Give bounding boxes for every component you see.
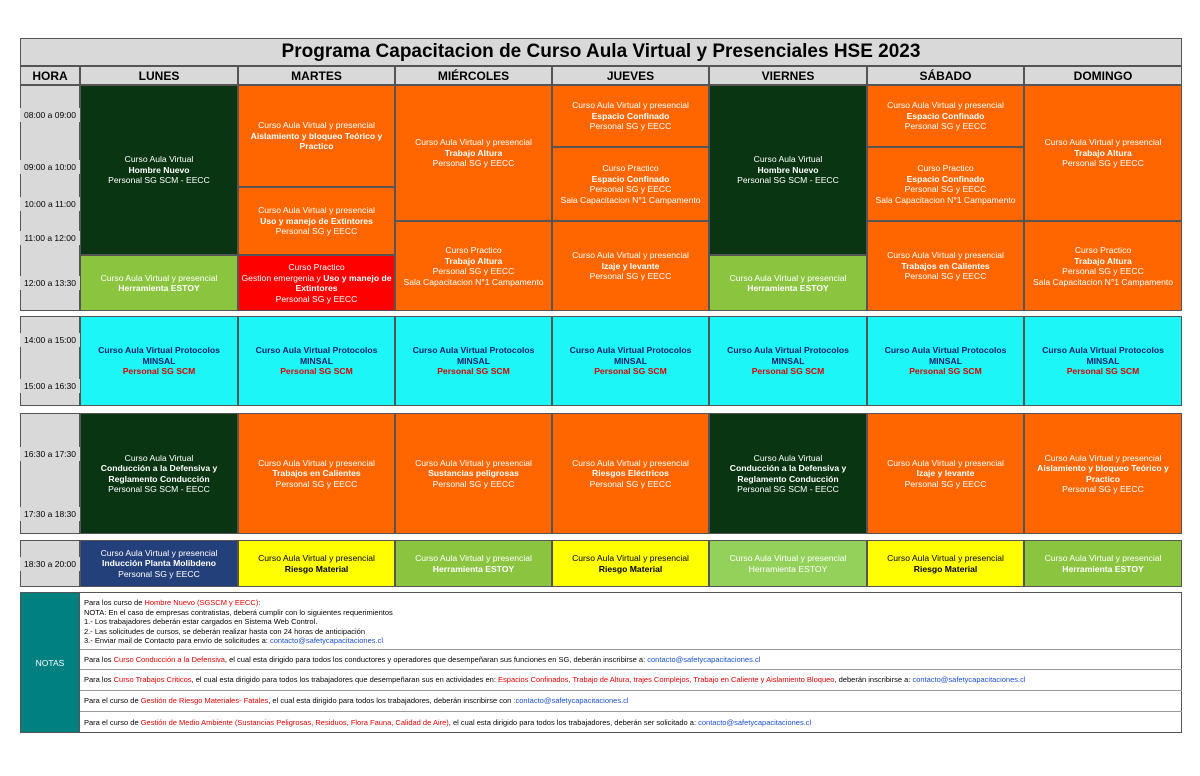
course-name: Herramienta ESTOY xyxy=(1062,563,1144,574)
header-miercoles: MIÉRCOLES xyxy=(395,66,552,85)
course-subtitle: MINSAL xyxy=(457,355,490,366)
course-audience: Personal SG y EECC xyxy=(118,568,200,579)
course-audience: Personal SG y EECC xyxy=(432,478,515,489)
course-name: Uso y manejo de Extintores xyxy=(295,272,392,293)
course-type: Curso Aula Virtual y presencial xyxy=(415,137,532,148)
note-text: Para el curso de xyxy=(84,696,141,706)
course-type: Curso Practico xyxy=(288,262,345,272)
course-audience: Personal SG y EECC xyxy=(589,184,672,194)
course-type: Curso Aula Virtual y presencial xyxy=(415,553,532,563)
course-name: Herramienta ESTOY xyxy=(118,283,200,293)
course-cell xyxy=(709,255,867,311)
course-name: Sustancias peligrosas xyxy=(428,468,519,479)
course-cell xyxy=(238,85,395,187)
course-name: Curso Aula Virtual Protocolos xyxy=(412,345,535,356)
course-name: Hombre Nuevo xyxy=(757,164,819,175)
course-name: Espacio Confinado xyxy=(591,110,670,121)
course-cell xyxy=(80,316,238,406)
course-name: Espacio Confinado xyxy=(906,173,985,184)
course-cell xyxy=(867,147,1024,221)
course-cell xyxy=(395,316,552,406)
course-subtitle: MINSAL xyxy=(300,355,333,366)
course-name: Riesgos Eléctricos xyxy=(592,468,669,479)
course-location: Sala Capacitacion N°1 Campamento xyxy=(875,194,1016,205)
course-name: Herramienta ESTOY xyxy=(748,563,828,574)
course-type: Curso Practico xyxy=(917,163,974,173)
course-type: Curso Aula Virtual y presencial xyxy=(887,553,1004,563)
note-highlight: Curso Trabajos Criticos xyxy=(113,675,192,685)
course-cell xyxy=(867,221,1024,311)
course-cell xyxy=(395,413,552,534)
course-location: Sala Capacitacion N°1 Campamento xyxy=(560,194,701,205)
course-name: Trabajo Altura xyxy=(1074,147,1132,158)
course-name: Riesgo Material xyxy=(598,563,663,574)
course-audience: Personal SG SCM xyxy=(909,366,982,377)
course-audience: Personal SG SCM xyxy=(751,366,825,377)
header-jueves: JUEVES xyxy=(552,66,709,85)
course-cell xyxy=(395,540,552,587)
course-type: Curso Aula Virtual y presencial xyxy=(729,553,847,563)
course-name: Herramienta ESTOY xyxy=(747,283,829,293)
course-cell xyxy=(867,413,1024,534)
header-martes: MARTES xyxy=(238,66,395,85)
course-name: Trabajos en Calientes xyxy=(901,260,990,271)
course-type: Curso Aula Virtual y presencial xyxy=(1044,553,1162,563)
note-text: , el cual esta dirigido para todos los trabajadores, deberán ser solicitado a: xyxy=(448,717,699,727)
email-link[interactable]: contacto@safetycapacitaciones.cl xyxy=(647,654,761,664)
course-audience: Personal SG y EECC xyxy=(904,121,987,132)
course-name: Espacio Confinado xyxy=(591,173,670,184)
header-hora: HORA xyxy=(20,66,80,85)
course-name: Herramienta ESTOY xyxy=(432,563,515,574)
course-audience: Personal SG SCM - EECC xyxy=(108,175,210,186)
course-audience: Personal SG y EECC xyxy=(275,293,358,304)
course-location: Sala Capacitacion N°1 Campamento xyxy=(1032,276,1174,287)
course-type: Curso Practico xyxy=(445,245,502,255)
course-cell xyxy=(1024,316,1182,406)
course-audience: Personal SG SCM xyxy=(280,366,353,377)
course-name: Curso Aula Virtual Protocolos xyxy=(569,345,692,356)
page-title: Programa Capacitacion de Curso Aula Virtual y Presenciales HSE 2023 xyxy=(20,38,1182,66)
course-type: Curso Aula Virtual y presencial xyxy=(415,457,532,468)
course-cell xyxy=(867,85,1024,147)
course-audience: Personal SG y EECC xyxy=(432,158,515,169)
course-type: Curso Aula Virtual xyxy=(124,154,194,165)
email-link[interactable]: :contacto@safetycapacitaciones.cl xyxy=(513,696,629,706)
course-cell xyxy=(80,255,238,311)
time-label: 18:30 a 20:00 xyxy=(20,557,80,571)
course-name: Conducción a la Defensiva y Reglamento Conducción xyxy=(100,463,218,484)
course-type: Curso Aula Virtual y presencial xyxy=(572,250,689,261)
course-type: Curso Aula Virtual y presencial xyxy=(887,250,1004,261)
note-text: , el cual esta dirigido para todos los conductores y operadores que desempeñaran sus funciones en SG, deberán inscribirse a: xyxy=(224,654,648,664)
course-subtitle: MINSAL xyxy=(614,355,647,366)
course-type: Curso Aula Virtual y presencial xyxy=(887,100,1004,111)
course-type: Curso Practico xyxy=(1074,245,1132,255)
course-cell xyxy=(709,540,867,587)
time-label: 15:00 a 16:30 xyxy=(20,379,80,393)
course-cell xyxy=(867,316,1024,406)
course-audience: Personal SG SCM xyxy=(122,366,196,377)
course-audience: Personal SG y EECC xyxy=(275,226,358,237)
course-name: Izaje y levante xyxy=(601,260,660,271)
course-name: Izaje y levante xyxy=(916,468,975,479)
course-audience: Personal SG SCM - EECC xyxy=(737,175,839,186)
course-audience: Personal SG y EECC xyxy=(432,266,515,276)
course-cell xyxy=(1024,85,1182,221)
course-cell xyxy=(1024,540,1182,587)
course-name: Uso y manejo de Extintores xyxy=(260,215,373,226)
note-text: 2.- Las solicitudes de cursos, se deberán realizar hasta con 24 horas de anticipación xyxy=(84,626,365,636)
course-location: Sala Capacitacion N°1 Campamento xyxy=(403,276,544,287)
course-subtitle: MINSAL xyxy=(771,355,805,366)
email-link[interactable]: contacto@safetycapacitaciones.cl xyxy=(269,636,384,646)
course-audience: Personal SG y EECC xyxy=(1062,158,1144,169)
course-subtitle: MINSAL xyxy=(1086,355,1120,366)
course-cell xyxy=(395,85,552,221)
note-highlight: Gestión de Medio Ambiente (Sustancias Peligrosas, Residuos, Flora Fauna, Calidad de Aire) xyxy=(140,717,449,727)
note-hombre-nuevo xyxy=(80,596,1182,650)
course-cell xyxy=(552,316,709,406)
course-type: Curso Aula Virtual y presencial xyxy=(887,457,1004,468)
note-text: 3.- Enviar mail de Contacto para envío de solicitudes a: xyxy=(84,636,270,646)
course-cell xyxy=(1024,413,1182,534)
course-type: Curso Aula Virtual xyxy=(753,154,823,165)
course-type: Curso Aula Virtual xyxy=(124,452,194,463)
course-cell xyxy=(552,147,709,221)
header-domingo: DOMINGO xyxy=(1024,66,1182,85)
course-type: Curso Aula Virtual y presencial xyxy=(258,553,375,563)
course-name: Espacio Confinado xyxy=(906,110,985,121)
course-name: Curso Aula Virtual Protocolos xyxy=(255,345,378,356)
course-name: Hombre Nuevo xyxy=(128,164,190,175)
time-label: 12:00 a 13:30 xyxy=(20,276,80,290)
course-type: Curso Aula Virtual y presencial xyxy=(572,100,689,111)
course-type: Curso Aula Virtual xyxy=(753,452,823,463)
course-cell xyxy=(552,221,709,311)
course-type: Curso Aula Virtual y presencial xyxy=(258,457,375,468)
course-audience: Personal SG y EECC xyxy=(589,478,672,489)
note-trabajos-criticos xyxy=(80,670,1182,691)
course-cell xyxy=(1024,221,1182,311)
course-cell xyxy=(238,540,395,587)
course-audience: Personal SG SCM - EECC xyxy=(108,484,210,494)
time-label: 14:00 a 15:00 xyxy=(20,333,80,347)
course-audience: Personal SG y EECC xyxy=(904,184,987,194)
course-audience: Personal SG SCM xyxy=(1066,366,1140,377)
course-cell xyxy=(552,85,709,147)
course-audience: Personal SG y EECC xyxy=(1062,484,1144,494)
note-text: Para el curso de xyxy=(84,717,141,727)
course-cell xyxy=(867,540,1024,587)
note-text: 1.- Los trabajadores deberán estar cargados en Sistema Web Control. xyxy=(84,617,318,627)
course-type: Curso Aula Virtual y presencial xyxy=(572,553,689,563)
email-link[interactable]: contacto@safetycapacitaciones.cl xyxy=(912,675,1026,685)
time-label: 11:00 a 12:00 xyxy=(20,231,80,245)
course-name: Conducción a la Defensiva y Reglamento Conducción xyxy=(729,463,847,484)
course-type: Curso Practico xyxy=(602,163,659,173)
time-label: 08:00 a 09:00 xyxy=(20,108,80,122)
course-type: Curso Aula Virtual y presencial xyxy=(572,457,689,468)
course-audience: Personal SG y EECC xyxy=(1062,266,1144,276)
course-name: Aislamiento y bloqueo Teórico y Practico xyxy=(250,130,383,152)
course-name: Aislamiento y bloqueo Teórico y Practico xyxy=(1037,463,1169,484)
course-cell xyxy=(709,413,867,534)
course-name: Riesgo Material xyxy=(284,563,349,574)
note-text: , deberán inscribirse a: xyxy=(834,675,913,685)
course-audience: Personal SG SCM - EECC xyxy=(737,484,839,494)
course-cell xyxy=(552,413,709,534)
course-name: Trabajos en Calientes xyxy=(272,468,361,479)
course-audience: Personal SG SCM xyxy=(437,366,510,377)
course-type: Curso Aula Virtual y presencial xyxy=(1044,452,1162,463)
course-subtitle: MINSAL xyxy=(929,355,962,366)
note-text: , el cual esta dirigido para todos los trabajadores, deberán inscribirse con xyxy=(268,696,514,706)
note-highlight: Espacios Confinados, Trabajo de Altura, trajes Complejos, Trabajo en Caliente y Aislamiento Bloqueo xyxy=(498,675,835,685)
course-subtitle: Gestion emergenia y xyxy=(241,272,324,283)
course-type: Curso Aula Virtual y presencial xyxy=(1044,137,1162,148)
course-cell xyxy=(238,187,395,255)
course-cell xyxy=(709,85,867,255)
time-label: 16:30 a 17:30 xyxy=(20,447,80,461)
course-audience: Personal SG y EECC xyxy=(904,478,987,489)
course-cell xyxy=(238,413,395,534)
course-subtitle: MINSAL xyxy=(142,355,176,366)
time-label: 10:00 a 11:00 xyxy=(20,197,80,211)
note-text: : xyxy=(258,598,261,607)
note-highlight: Curso Conducción a la Defensiva xyxy=(113,654,225,664)
note-text: Para los curso de xyxy=(84,598,145,607)
header-viernes: VIERNES xyxy=(709,66,867,85)
course-name: Trabajo Altura xyxy=(1074,255,1132,266)
time-label: 09:00 a 10:00 xyxy=(20,160,80,174)
note-text: , el cual esta dirigido para todos los trabajadores que desempeñaran sus en actividades en: xyxy=(191,675,499,685)
header-sabado: SÁBADO xyxy=(867,66,1024,85)
notes-label: NOTAS xyxy=(20,592,80,733)
course-audience: Personal SG SCM xyxy=(594,366,667,377)
course-cell xyxy=(395,221,552,311)
email-link[interactable]: contacto@safetycapacitaciones.cl xyxy=(698,717,812,727)
course-cell xyxy=(80,413,238,534)
course-name: Curso Aula Virtual Protocolos xyxy=(98,345,220,356)
course-name: Trabajo Altura xyxy=(444,147,503,158)
course-name: Curso Aula Virtual Protocolos xyxy=(884,345,1007,356)
course-cell xyxy=(238,316,395,406)
course-cell xyxy=(80,540,238,587)
course-audience: Personal SG y EECC xyxy=(904,271,987,282)
note-highlight: Hombre Nuevo (SGSCM y EECC) xyxy=(144,598,259,607)
note-conduccion xyxy=(80,650,1182,670)
note-text: NOTA: En el caso de empresas contratistas, deberá cumplir con lo siguientes requerimientos xyxy=(84,607,393,617)
note-text: Para los xyxy=(84,675,114,685)
course-type: Curso Aula Virtual y presencial xyxy=(258,120,375,131)
course-cell xyxy=(552,540,709,587)
course-type: Curso Aula Virtual y presencial xyxy=(258,205,375,216)
note-text: Para los xyxy=(84,654,114,664)
course-type: Curso Aula Virtual y presencial xyxy=(100,547,218,558)
course-type: Curso Aula Virtual y presencial xyxy=(100,272,218,283)
note-riesgo-materiales xyxy=(80,691,1182,712)
course-audience: Personal SG y EECC xyxy=(589,271,672,282)
course-cell xyxy=(238,255,395,311)
note-medio-ambiente xyxy=(80,712,1182,733)
course-cell xyxy=(709,316,867,406)
note-highlight: Gestión de Riesgo Materiales- Fatales xyxy=(140,696,269,706)
course-name: Riesgo Material xyxy=(913,563,978,574)
course-name: Inducción Planta Molibdeno xyxy=(101,558,217,569)
header-lunes: LUNES xyxy=(80,66,238,85)
course-cell xyxy=(80,85,238,255)
course-name: Curso Aula Virtual Protocolos xyxy=(727,345,849,356)
course-name: Curso Aula Virtual Protocolos xyxy=(1042,345,1164,356)
course-type: Curso Aula Virtual y presencial xyxy=(729,272,847,283)
course-audience: Personal SG y EECC xyxy=(589,121,672,132)
time-label: 17:30 a 18:30 xyxy=(20,507,80,521)
course-audience: Personal SG y EECC xyxy=(275,478,358,489)
course-name: Trabajo Altura xyxy=(444,255,503,266)
